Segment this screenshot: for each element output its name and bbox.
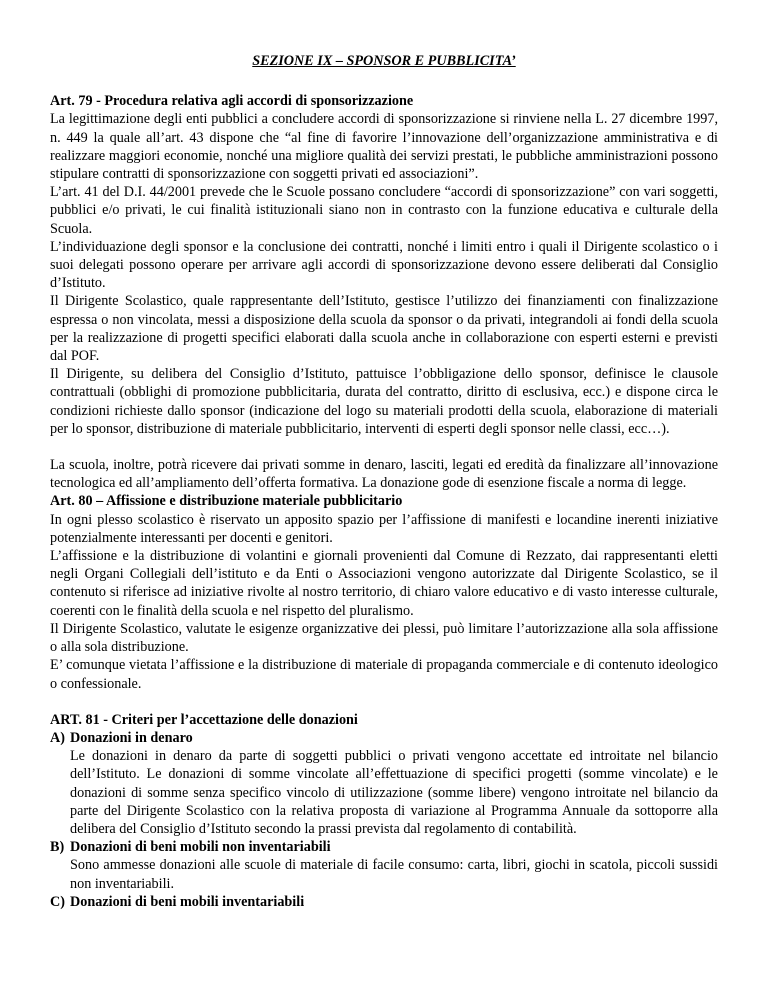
list-item-title: Donazioni di beni mobili non inventariabili [70, 839, 331, 856]
list-item [50, 729, 718, 838]
art79-paragraph: Il Dirigente Scolastico, quale rappresentante dell’Istituto, gestisce l’utilizzo dei finanziamenti con finalizzazione espressa o non vincolata, messi a disposizione della scuola da sponsor o da privati, integrandoli ai fondi della scuola per la realizzazione di progetti specifici elaborati dalla scuola anche in collaborazione con esperti esterni e previsti dal POF. [50, 293, 718, 365]
art80-paragraph: E’ comunque vietata l’affissione e la distribuzione di materiale di propaganda commerciale e di contenuto ideologico o confessionale. [50, 657, 718, 692]
art79-paragraph: La scuola, inoltre, potrà ricevere dai privati somme in denaro, lasciti, legati ed eredità da finalizzare all’innovazione tecnologica ed all’ampliamento dell’offerta formativa. La donazione gode di esenzione fiscale a norma di legge. [50, 457, 718, 492]
art79-paragraph: L’individuazione degli sponsor e la conclusione dei contratti, nonché i limiti entro i quali il Dirigente scolastico o i suoi delegati possono operare per arrivare agli accordi di sponsorizzazione devono essere deliberati dal Consiglio d’Istituto. [50, 238, 718, 292]
list-item-text: Le donazioni in denaro da parte di soggetti pubblici o privati vengono accettate ed introitate nel bilancio dell’Istituto. Le donazioni di somme vincolate all’effettuazione di specifici progetti (somme vincolate) e le donazioni di somme senza specifico vincolo di utilizzazione (somme libere) vengono introitate nel bilancio da parte del Dirigente Scolastico con la relativa proposta di variazione al Programma Annuale da sottoporre alla delibera del Consiglio d’Istituto secondo la prassi prevista dal regolamento di contabilità. [70, 748, 718, 837]
list-item-title: Donazioni di beni mobili inventariabili [70, 893, 305, 910]
art80-heading: Art. 80 – Affissione e distribuzione materiale pubblicitario [50, 493, 403, 510]
list-item-text: Sono ammesse donazioni alle scuole di materiale di facile consumo: carta, libri, giochi in scatola, piccoli sussidi non inventariabili. [70, 857, 718, 892]
list-item [50, 838, 718, 893]
art80-paragraph: In ogni plesso scolastico è riservato un apposito spazio per l’affissione di manifesti e locandine inerenti iniziative potenzialmente interessanti per docenti e genitori. [50, 511, 718, 546]
list-item [50, 893, 718, 911]
list-item-label: C) [50, 893, 65, 910]
art79-paragraph: L’art. 41 del D.I. 44/2001 prevede che le Scuole possano concludere “accordi di sponsorizzazione” con vari soggetti, pubblici e/o privati, le cui finalità istituzionali siano non in contrasto con la funzione educativa e culturale della Scuola. [50, 184, 718, 237]
art79-paragraph: Il Dirigente, su delibera del Consiglio d’Istituto, pattuisce l’obbligazione dello sponsor, definisce le clausole contrattuali (obblighi di promozione pubblicitaria, durata del contratto, diritto di esclusiva, ecc.) e dispone circa le condizioni richieste dallo sponsor (indicazione del logo su materiali prodotti della scuola, elaborazione di materiali per lo sponsor, distribuzione di materiale pubblicitario, interventi di esperti degli sponsor nelle classi, ecc…). [50, 366, 718, 437]
art79-heading: Art. 79 - Procedura relativa agli accordi di sponsorizzazione [50, 93, 414, 110]
donation-criteria-list [50, 729, 718, 911]
section-title: SEZIONE IX – SPONSOR E PUBBLICITA’ [252, 53, 516, 69]
art79-paragraph: La legittimazione degli enti pubblici a concludere accordi di sponsorizzazione si rinviene nella L. 27 dicembre 1997, n. 449 la quale all’art. 43 dispone che “al fine di favorire l’innovazione dell’organizzazione amministrativa e di realizzare maggiori economie, nonché una migliore qualità dei servizi prestati, le pubbliche amministrazioni possono stipulare contratti di sponsorizzazione con soggetti privati ed associazioni”. [50, 111, 718, 183]
art80-paragraph: Il Dirigente Scolastico, valutate le esigenze organizzative dei plessi, può limitare l’autorizzazione alla sola affissione o alla sola distribuzione. [50, 620, 718, 656]
list-item-label: B) [50, 839, 65, 856]
list-item-label: A) [50, 729, 65, 746]
list-item-title: Donazioni in denaro [70, 729, 193, 746]
art80-paragraph: L’affissione e la distribuzione di volantini e giornali provenienti dal Comune di Rezzato, dai rappresentanti eletti negli Organi Collegiali dell’istituto e da Enti o Associazioni vengono autorizzate dal Dirigente Scolastico, se il contenuto si riferisce ad iniziative rivolte al nostro territorio, di chiaro valore educativo e di vasto interesse culturale, coerenti con le finalità della scuola e nel rispetto del pluralismo. [50, 548, 718, 619]
art81-heading: ART. 81 - Criteri per l’accettazione delle donazioni [50, 711, 358, 728]
